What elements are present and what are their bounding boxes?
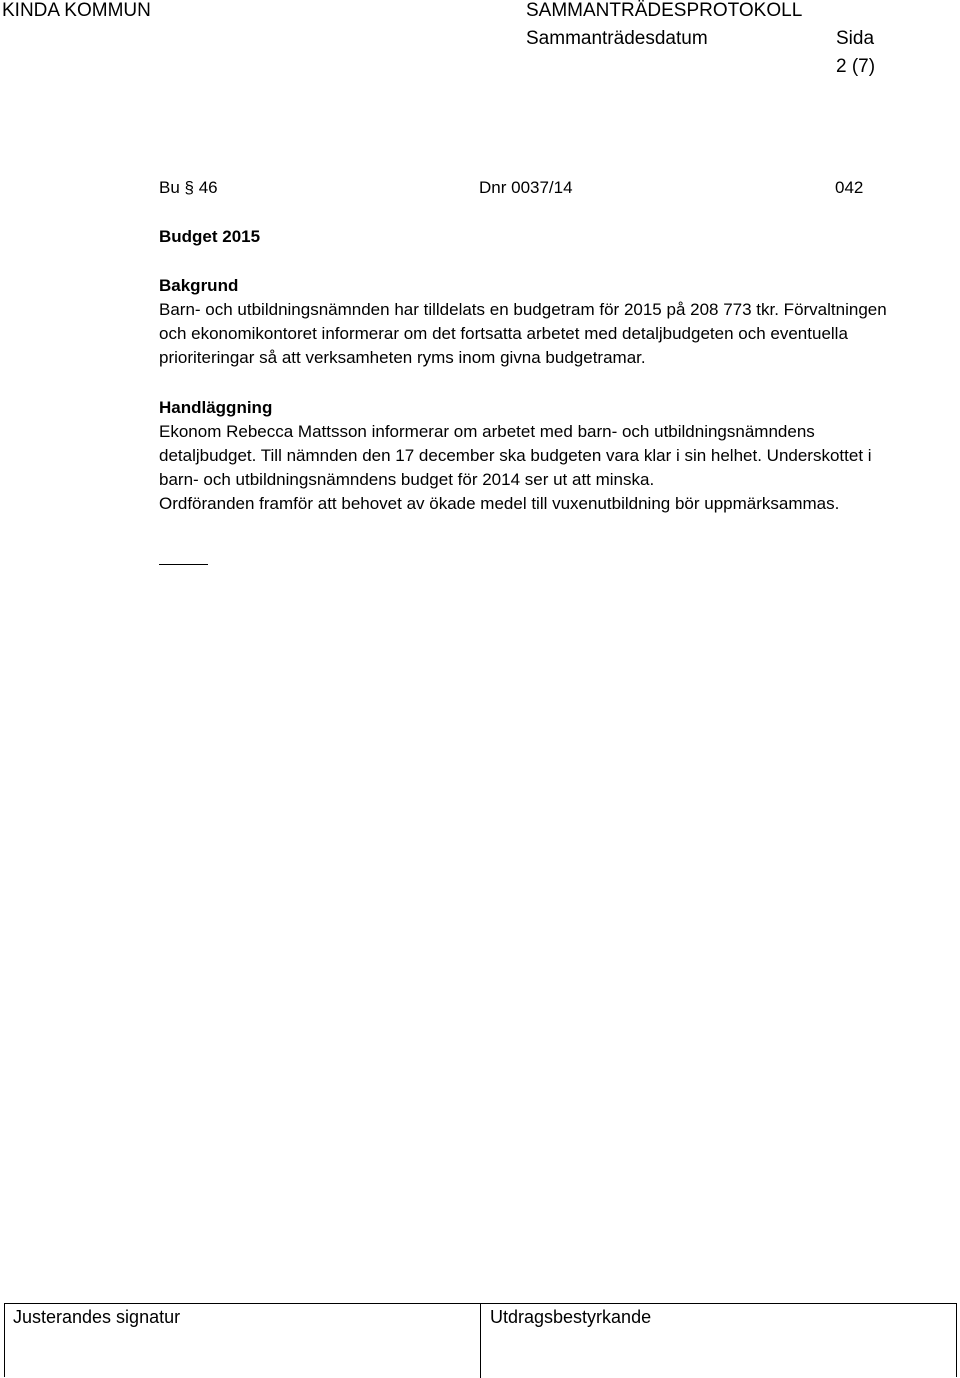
case-title: Budget 2015 — [159, 227, 261, 246]
signature-divider — [480, 1304, 481, 1378]
signature-table — [4, 1303, 957, 1377]
handlaggning-line: Ordföranden framför att behovet av ökade medel till vuxenutbildning bör uppmärksammas. — [159, 494, 840, 513]
handlaggning-heading: Handläggning — [159, 398, 273, 417]
bakgrund-line: och ekonomikontoret informerar om det fortsatta arbetet med detaljbudgeten och eventuella — [159, 324, 848, 343]
document-title: SAMMANTRÄDESPROTOKOLL — [526, 0, 803, 21]
paragraph-reference: Bu § 46 — [159, 178, 218, 197]
handlaggning-line: barn- och utbildningsnämndens budget för 2014 ser ut att minska. — [159, 470, 655, 489]
handlaggning-line: Ekonom Rebecca Mattsson informerar om arbetet med barn- och utbildningsnämndens — [159, 422, 815, 441]
page-number: 2 (7) — [836, 56, 876, 77]
case-code: 042 — [835, 178, 864, 197]
utdragsbestyrkande-label: Utdragsbestyrkande — [490, 1307, 652, 1327]
handlaggning-paragraph — [159, 420, 872, 516]
closing-rule — [159, 564, 208, 565]
bakgrund-line: Barn- och utbildningsnämnden har tilldelats en budgetram för 2015 på 208 773 tkr. Förvaltningen — [159, 300, 887, 319]
bakgrund-heading: Bakgrund — [159, 276, 239, 295]
bakgrund-line: prioriteringar så att verksamheten ryms inom givna budgetramar. — [159, 348, 646, 367]
handlaggning-line: detaljbudget. Till nämnden den 17 december ska budgeten vara klar i sin helhet. Underskottet i — [159, 446, 872, 465]
page-label: Sida — [836, 28, 875, 49]
organization-name: KINDA KOMMUN — [2, 0, 151, 21]
diary-number: Dnr 0037/14 — [479, 178, 573, 197]
justerandes-signatur-label: Justerandes signatur — [13, 1307, 181, 1327]
bakgrund-paragraph — [159, 298, 887, 370]
meeting-date-label: Sammanträdesdatum — [526, 28, 708, 49]
